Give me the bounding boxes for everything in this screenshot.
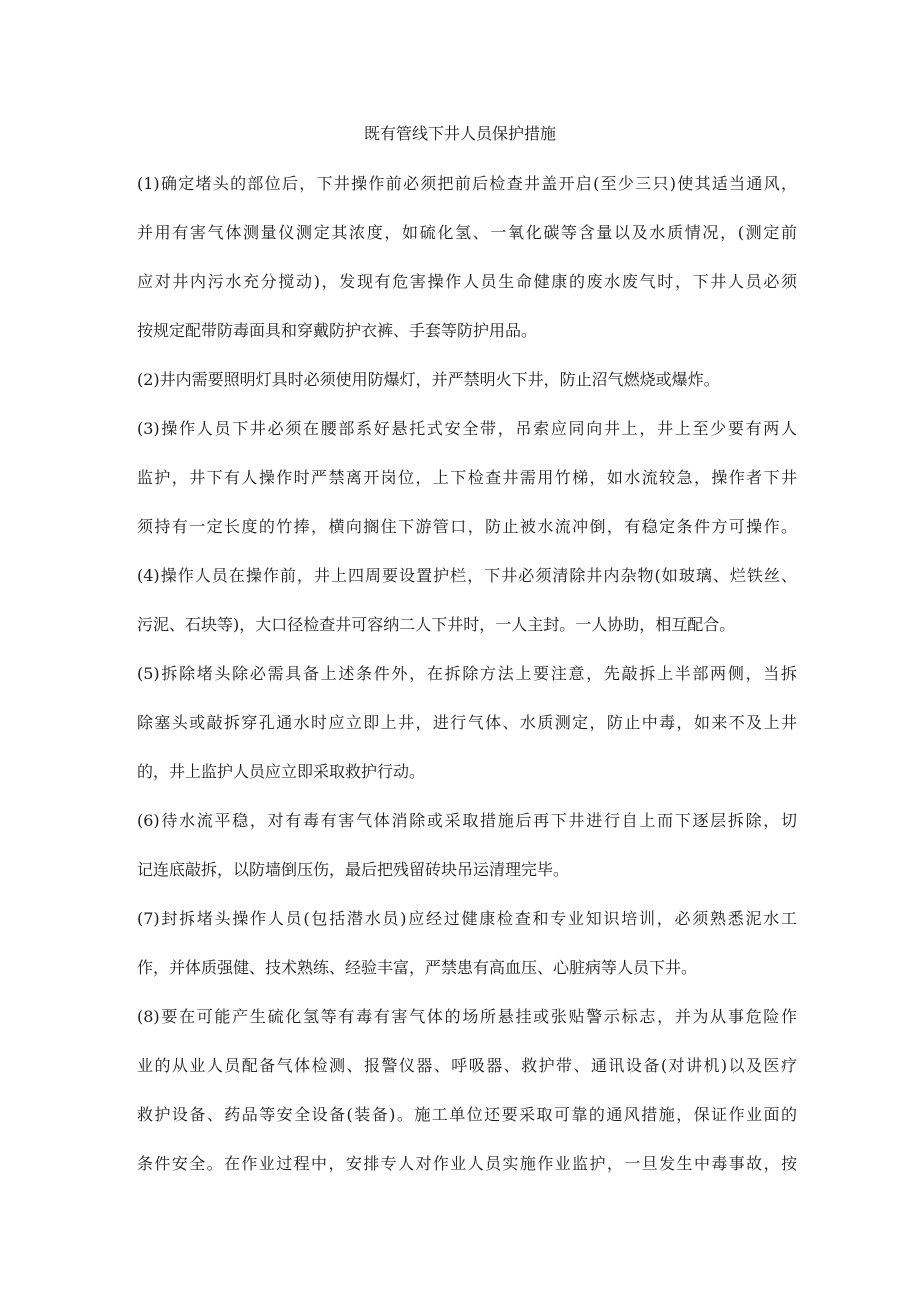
document-title: 既有管线下井人员保护措施 [363,124,556,143]
paragraph-3-line-1: (3)操作人员下井必须在腰部系好悬托式安全带，吊索应同向井上，井上至少要有两人 [137,419,797,438]
paragraph-3-line-2: 监护，井下有人操作时严禁离开岗位，上下检查井需用竹梯，如水流较急，操作者下井 [137,468,797,487]
paragraph-1-line-2: 并用有害气体测量仪测定其浓度，如硫化氢、一氧化碳等含量以及水质情况，(测定前 [137,223,797,242]
paragraph-5-line-2: 除塞头或敲拆穿孔通水时应立即上井，进行气体、水质测定，防止中毒，如来不及上井 [137,713,797,732]
paragraph-1-line-3: 应对井内污水充分搅动)，发现有危害操作人员生命健康的废水废气时，下井人员必须 [137,272,797,291]
paragraph-7-line-2: 作，并体质强健、技术熟练、经验丰富，严禁患有高血压、心脏病等人员下井。 [137,958,698,977]
paragraph-6-line-2: 记连底敲拆，以防墙倒压伤，最后把残留砖块吊运清理完毕。 [137,860,570,879]
paragraph-3-line-3: 须持有一定长度的竹捧，横向搁住下游管口，防止被水流冲倒，有稳定条件方可操作。 [137,517,797,536]
paragraph-1-line-4: 按规定配带防毒面具和穿戴防护衣裤、手套等防护用品。 [137,321,538,340]
paragraph-8-line-3: 救护设备、药品等安全设备(装备)。施工单位还要采取可靠的通风措施，保证作业面的 [137,1105,797,1124]
paragraph-4-line-1: (4)操作人员在操作前，井上四周要设置护栏，下井必须清除井内杂物(如玻璃、烂铁丝、 [137,566,797,585]
paragraph-1-line-1: (1)确定堵头的部位后，下井操作前必须把前后检查井盖开启(至少三只)使其适当通风， [137,174,797,193]
paragraph-8-line-1: (8)要在可能产生硫化氢等有毒有害气体的场所悬挂或张贴警示标志，并为从事危险作 [137,1007,797,1026]
paragraph-7-line-1: (7)封拆堵头操作人员(包括潜水员)应经过健康检查和专业知识培训，必须熟悉泥水工 [137,909,797,928]
paragraph-8-line-2: 业的从业人员配备气体检测、报警仪器、呼吸器、救护带、通讯设备(对讲机)以及医疗 [137,1056,797,1075]
paragraph-8-line-4: 条件安全。在作业过程中，安排专人对作业人员实施作业监护，一旦发生中毒事故，按 [137,1154,797,1173]
paragraph-2-line-1: (2)井内需要照明灯具时必须使用防爆灯，并严禁明火下井，防止沼气燃烧或爆炸。 [137,370,720,389]
paragraph-6-line-1: (6)待水流平稳，对有毒有害气体消除或采取措施后再下井进行自上而下逐层拆除，切 [137,811,797,830]
paragraph-4-line-2: 污泥、石块等)，大口径检查井可容纳二人下井时，一人主封。一人协助，相互配合。 [137,615,736,634]
paragraph-5-line-3: 的，井上监护人员应立即采取救护行动。 [137,762,426,781]
paragraph-5-line-1: (5)拆除堵头除必需具备上述条件外，在拆除方法上要注意，先敲拆上半部两侧，当拆 [137,664,797,683]
